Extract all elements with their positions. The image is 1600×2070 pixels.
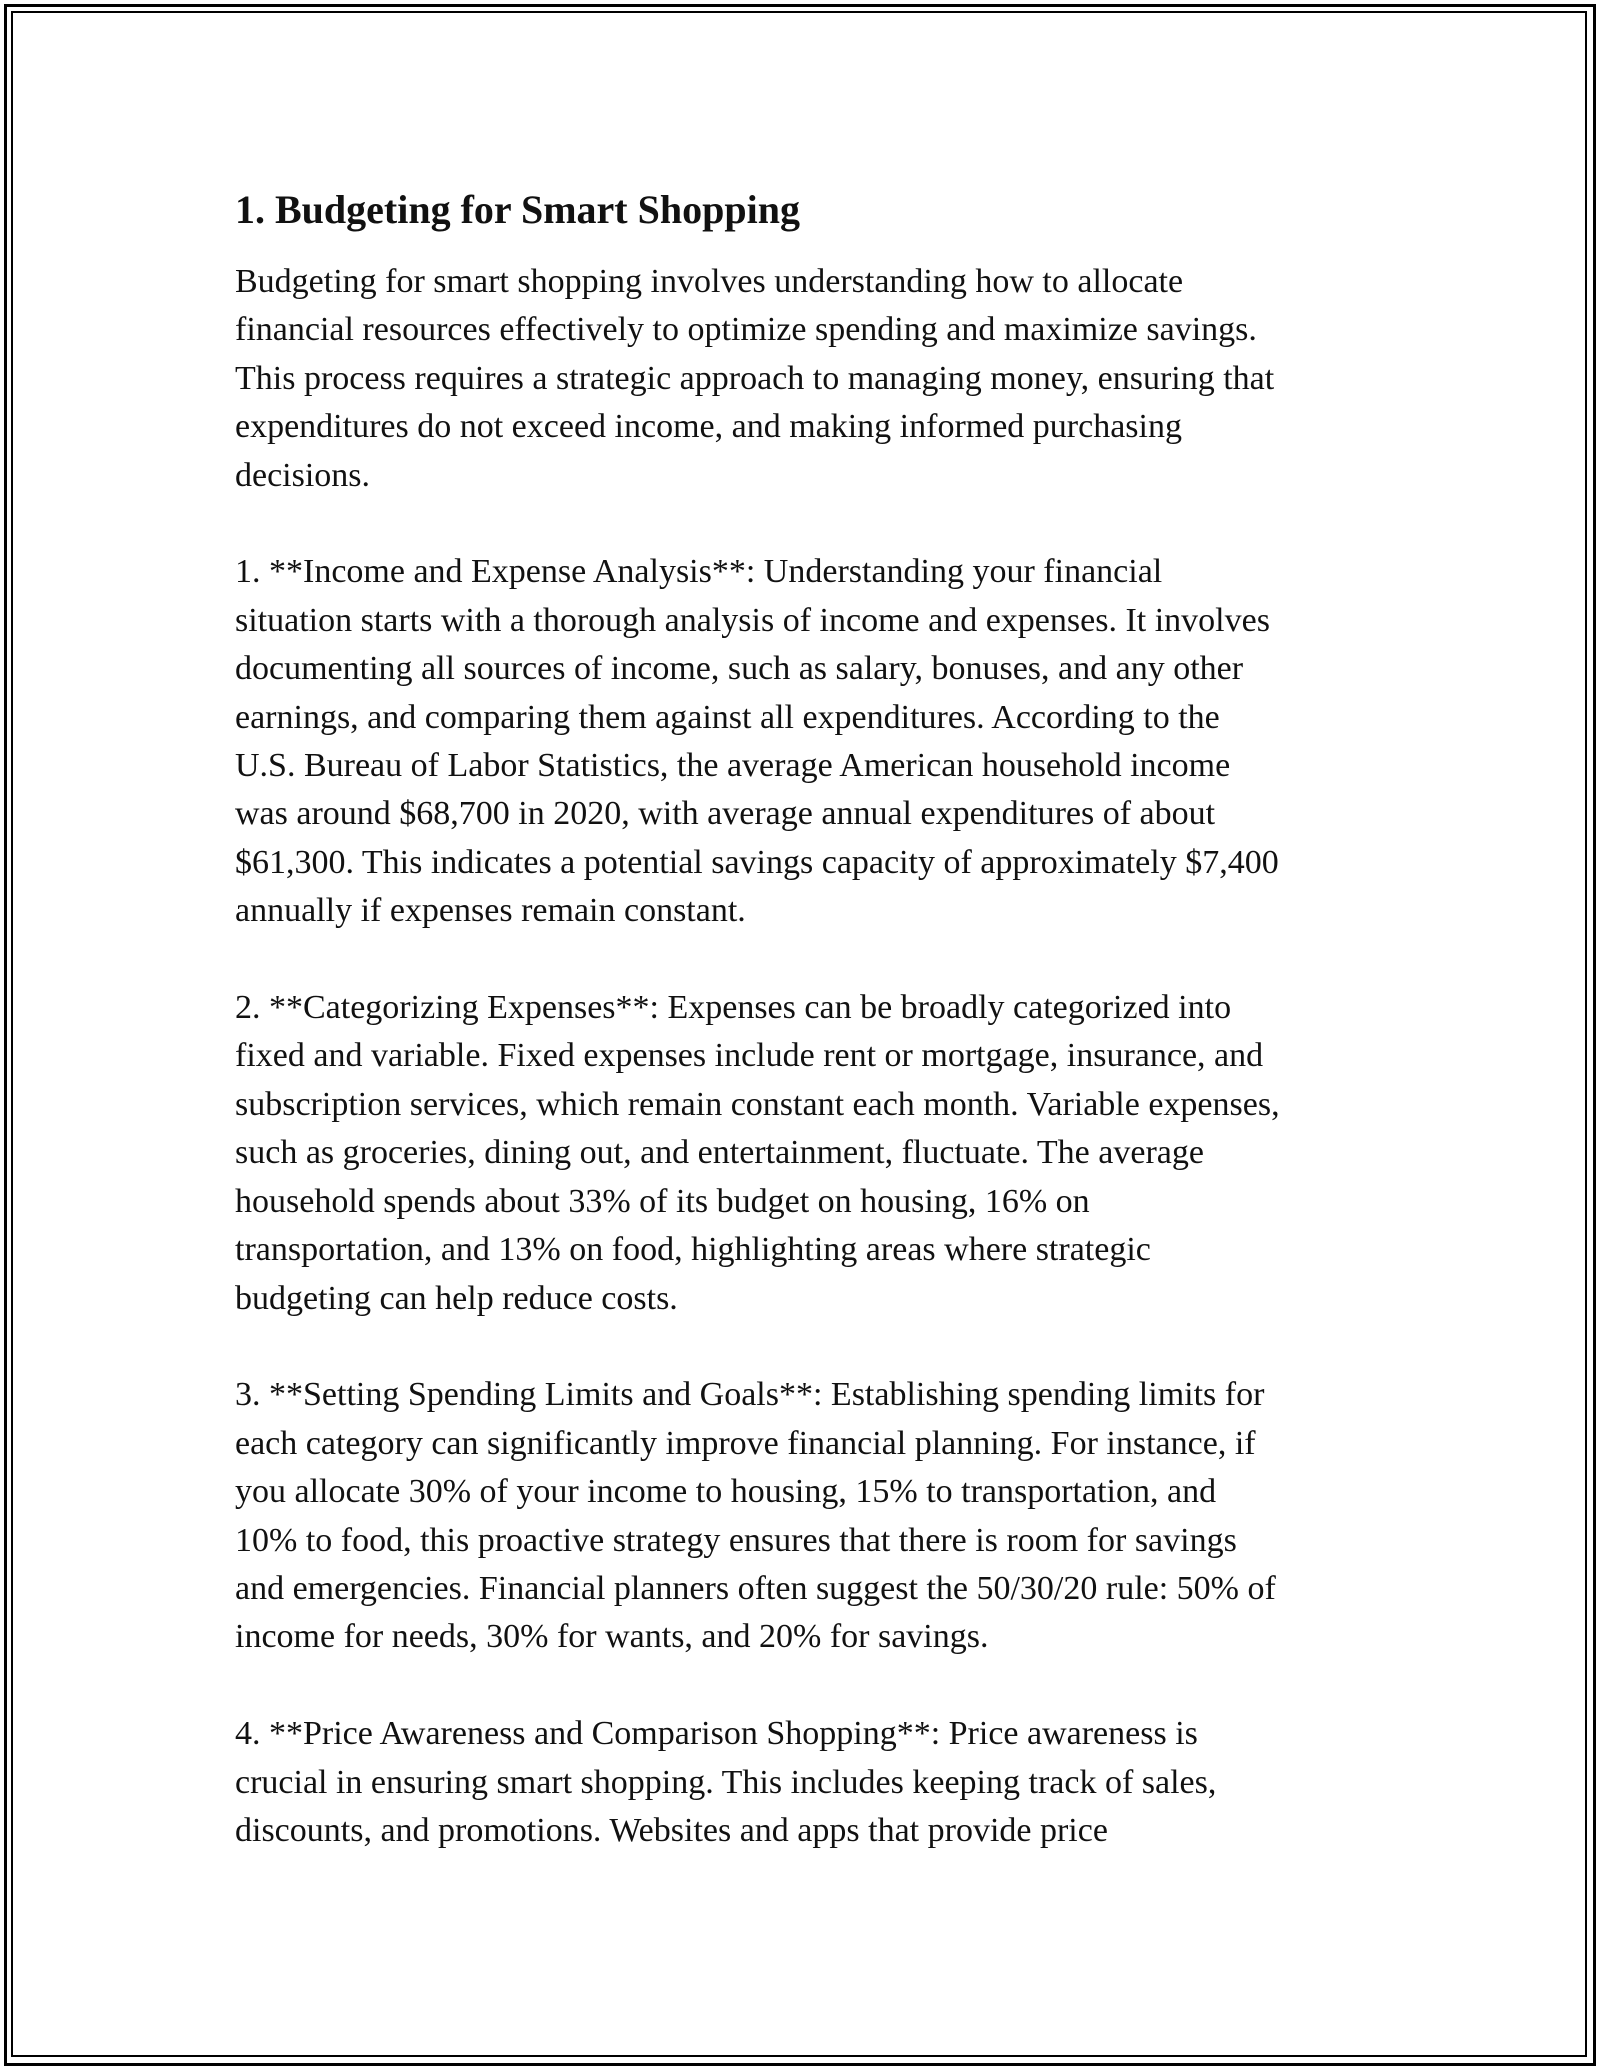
text-line: such as groceries, dining out, and entertainment, fluctuate. The average xyxy=(235,1134,1204,1172)
text-line: financial resources effectively to optimize spending and maximize savings. xyxy=(235,311,1257,349)
document-body xyxy=(235,186,1375,1904)
text-line: income for needs, 30% for wants, and 20% for savings. xyxy=(235,1618,989,1656)
text-line: each category can significantly improve financial planning. For instance, if xyxy=(235,1424,1256,1462)
text-line: documenting all sources of income, such as salary, bonuses, and any other xyxy=(235,650,1244,688)
text-line: annually if expenses remain constant. xyxy=(235,892,746,930)
text-line: 4. **Price Awareness and Comparison Shopping**: Price awareness is xyxy=(235,1715,1198,1753)
text-line: expenditures do not exceed income, and making informed purchasing xyxy=(235,408,1182,446)
list-item-spending-limits-goals xyxy=(235,1371,1375,1661)
section-heading: 1. Budgeting for Smart Shopping xyxy=(235,187,800,232)
text-line: discounts, and promotions. Websites and apps that provide price xyxy=(235,1811,1108,1849)
text-line: and emergencies. Financial planners often suggest the 50/30/20 rule: 50% of xyxy=(235,1569,1276,1607)
text-line: $61,300. This indicates a potential savings capacity of approximately $7,400 xyxy=(235,843,1279,881)
text-line: household spends about 33% of its budget on housing, 16% on xyxy=(235,1182,1090,1220)
list-item-categorizing-expenses xyxy=(235,984,1375,1323)
text-line: 10% to food, this proactive strategy ensures that there is room for savings xyxy=(235,1521,1237,1559)
text-line: fixed and variable. Fixed expenses include rent or mortgage, insurance, and xyxy=(235,1037,1264,1075)
text-line: transportation, and 13% on food, highlighting areas where strategic xyxy=(235,1231,1151,1269)
text-line: Budgeting for smart shopping involves understanding how to allocate xyxy=(235,263,1184,300)
list-item-price-awareness xyxy=(235,1710,1375,1855)
text-line: crucial in ensuring smart shopping. This includes keeping track of sales, xyxy=(235,1763,1217,1801)
text-line: This process requires a strategic approach to managing money, ensuring that xyxy=(235,359,1275,397)
text-line: decisions. xyxy=(235,456,371,494)
text-line: was around $68,700 in 2020, with average annual expenditures of about xyxy=(235,795,1216,833)
text-line: 2. **Categorizing Expenses**: Expenses can be broadly categorized into xyxy=(235,989,1232,1027)
text-line: you allocate 30% of your income to housing, 15% to transportation, and xyxy=(235,1473,1217,1511)
text-line: 3. **Setting Spending Limits and Goals**: Establishing spending limits for xyxy=(235,1376,1265,1414)
text-line: subscription services, which remain constant each month. Variable expenses, xyxy=(235,1085,1280,1123)
text-line: situation starts with a thorough analysis of income and expenses. It involves xyxy=(235,601,1270,639)
text-line: 1. **Income and Expense Analysis**: Understanding your financial xyxy=(235,553,1163,591)
text-line: budgeting can help reduce costs. xyxy=(235,1279,678,1317)
text-line: U.S. Bureau of Labor Statistics, the average American household income xyxy=(235,747,1231,785)
intro-paragraph xyxy=(235,258,1375,500)
text-line: earnings, and comparing them against all expenditures. According to the xyxy=(235,698,1220,736)
list-item-income-expense-analysis xyxy=(235,548,1375,935)
